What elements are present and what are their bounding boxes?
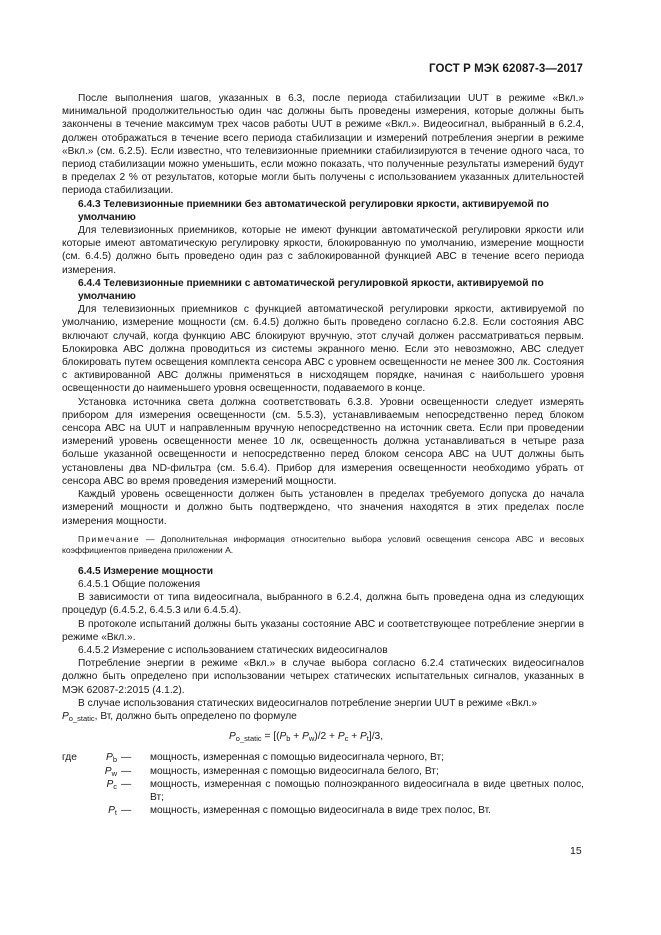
section-heading-6-4-5: 6.4.5 Измерение мощности — [78, 565, 214, 577]
subsection-heading-6-4-5-1: 6.4.5.1 Общие положения — [78, 578, 201, 590]
paragraph-procedures: В зависимости от типа видеосигнала, выбранного в 6.2.4, должна быть проведена одна из следующих процедур (6.4.5.2, 6.4.5.3 или 6.4.5.4). — [62, 592, 584, 617]
paragraph-no-abc: Для телевизионных приемников, которые не имеют функции автоматической регулировки яркости или которые имеют автоматическую регулировку яркости, блокированную по умолчанию, измерение мощности (см. 6.4.5) должно быть проведено один раз с заблокированной функцией АВС в течение всего периода измерения. — [62, 225, 584, 276]
section-heading-6-4-3: 6.4.3 Телевизионные приемники без автоматической регулировки яркости, активируемой по умолчанию — [78, 198, 549, 223]
note — [62, 534, 584, 557]
paragraph-abc-default: Для телевизионных приемников с функцией автоматической регулировки яркости, активируемой по умолчанию, измерение мощности (см. 6.4.5) должно быть проведено согласно 6.2.8. Если состояния АВС включают случай, когда функцию АВС блокируют вручную, этот случай должен рассматриваться первым. Блокировка АВС должна проводиться из системы экранного меню. Если это невозможно, АВС следует блокировать путем освещения комплекта сенсора АВС с уровнем освещенности не менее 300 лк. Состояния с активированной АВС должны применяться в нисходящем порядке, начиная с наибольшего уровня освещенности до наименьшего уровня освещенности, подаваемого в конце. — [62, 304, 584, 395]
document-header: ГОСТ Р МЭК 62087-3—2017 — [429, 63, 583, 75]
definitions-list — [62, 751, 584, 817]
definition-pb: где $P_b$ — мощность, измеренная с помощью видеосигнала черного, Вт; — [62, 752, 444, 765]
definition-pw: $P_w$ — мощность, измеренная с помощью видеосигнала белого, Вт; — [104, 765, 439, 778]
document-body — [62, 92, 584, 817]
paragraph-stabilization: После выполнения шагов, указанных в 6.3, после периода стабилизации UUT в режиме «Вкл.» минимальной продолжительностью один час должны быть проведены измерения, которые должны быть закончены в течение максимум трех часов работы UUT в режиме «Вкл.». Видеосигнал, выбранный в 6.2.4, должен отображаться в течение всего периода стабилизации и измерений потребления энергии в режиме «Вкл.» (см. 6.2.5). Если известно, что телевизионные приемники стабилизируются в течение одного часа, то период стабилизации можно уменьшить, если можно показать, что полученные результаты измерений будут в пределах 2 % от результатов, которые могли быть получены с использованием указанных длительностей периода стабилизации. — [62, 93, 584, 197]
section-heading-6-4-4: 6.4.4 Телевизионные приемники с автоматической регулировкой яркости, активируемой по умолчанию — [78, 277, 544, 303]
definition-pc: $P_c$ — мощность, измеренная с помощью полноэкранного видеосигнала в виде цветных полос, Вт; — [106, 778, 584, 803]
definition-pt: $P_t$ — мощность, измеренная с помощью видеосигнала в виде трех полос, Вт. — [108, 805, 491, 818]
note-text: — Дополнительная информация относительно выбора условий освещения сенсора АВС и весовых коэффициентов приведена приложении А. — [62, 533, 584, 556]
paragraph-formula-intro: В случае использования статических видеосигналов потребление энергии UUT в режиме «Вкл.» $P_{o\_static}$, Вт, должно быть определено по формуле — [62, 697, 538, 723]
paragraph-test-report: В протоколе испытаний должны быть указаны состояние АВС и соответствующее потребление энергии в режиме «Вкл.». — [62, 618, 584, 643]
subsection-heading-6-4-5-2: 6.4.5.2 Измерение с использованием статических видеосигналов — [78, 644, 388, 656]
paragraph-illuminance-tolerance: Каждый уровень освещенности должен быть установлен в пределах требуемого допуска до начала измерений мощности и должно быть подтверждено, что значения находятся в этих пределах после измерения мощности. — [62, 489, 584, 527]
formula-p-o-static: $P_{o\_static} = [(P_b + P_w)/2 + P_c + P_t]/3$, — [229, 731, 384, 744]
symbol-p-o-static: P — [62, 710, 69, 722]
where-label: где — [62, 752, 77, 764]
paragraph-light-source: Установка источника света должна соответствовать 6.3.8. Уровни освещенности следует измерять прибором для измерения освещенности (см. 5.5.3), устанавливаемым непосредственно перед блоком сенсора АВС на UUT и направленным вручную непосредственно на источник света. Если при проведении измерений уровень освещенности менее 10 лк, освещенность должна устанавливаться в четыре раза больше указанной освещенности и непосредственно перед блоком сенсора АВС на UUT должны быть установлены два ND-фильтра (см. 5.6.4). Прибор для измерения освещенности необходимо убрать от сенсора АВС во время проведения измерений мощности. — [62, 396, 584, 487]
note-label: Примечание — [78, 533, 140, 544]
paragraph-static-signals: Потребление энергии в режиме «Вкл.» в случае выбора согласно 6.2.4 статических видеосигналов должно быть определено при использовании четырех статических испытательных сигналов, указанных в МЭК 62087-2:2015 (4.1.2). — [62, 658, 584, 696]
page-number: 15 — [570, 845, 582, 857]
